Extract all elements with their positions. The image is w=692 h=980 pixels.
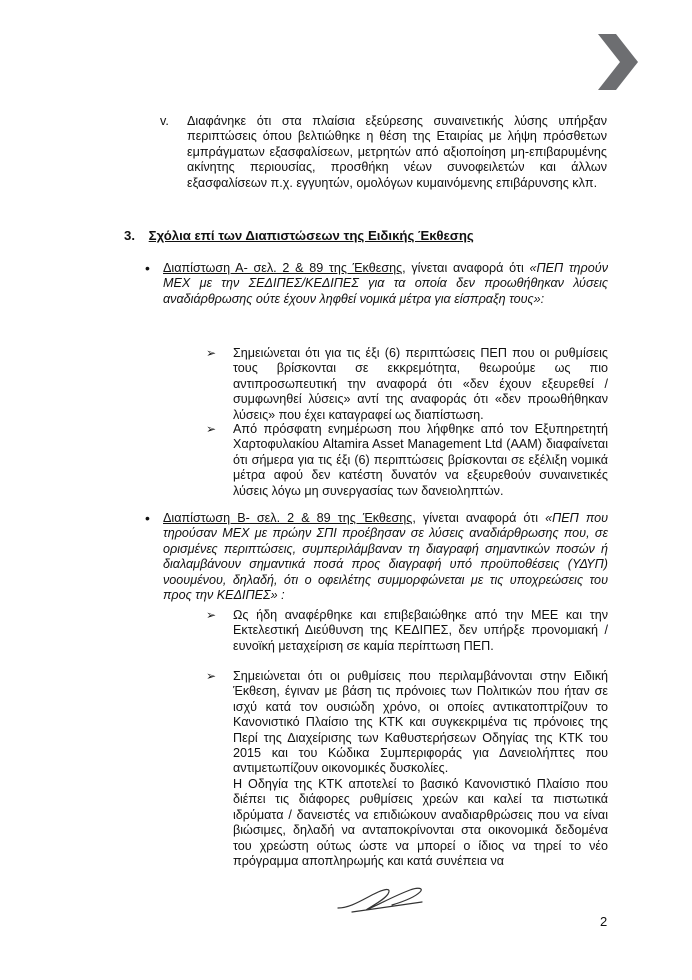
finding-a-lead: , γίνεται αναφορά ότι xyxy=(402,261,530,275)
list-marker-v: v. xyxy=(160,114,169,128)
section-number: 3. xyxy=(124,228,135,243)
section-heading xyxy=(124,228,474,243)
finding-b-intro xyxy=(163,511,608,603)
section-title: Σχόλια επί των Διαπιστώσεων της Ειδικής Έκθεσης xyxy=(148,228,474,243)
finding-a-ref: Διαπίστωση Α- σελ. 2 & 89 της Έκθεσης xyxy=(163,261,403,275)
finding-b-quote: «ΠΕΠ που τηρούσαν ΜΕΧ με πρώην ΣΠΙ προέβησαν σε λύσεις αναδιάρθρωσης που, σε ορισμένες περιπτώσεις, συμπεριλάμβαναν τη διαγραφή σημαντικών ποσών ή διαλαμβάνουν σημαντικά ποσά προς διαγραφή υπό προϋποθέσεις (ΥΔΥΠ) νοουμένου, δηλαδή, ότι ο οφειλέτης συμμορφώνεται με τις υποχρεώσεις του προς την ΚΕΔΙΠΕΣ» : xyxy=(163,511,609,603)
item-v-text: Διαφάνηκε ότι στα πλαίσια εξεύρεσης συναινετικής λύσης υπήρξαν περιπτώσεις όπου βελτιώθηκε η θέση της Εταιρίας με λήψη πρόσθετων εμπράγματων εξασφαλίσεων, μετρητών από αξιοποίηση μη-επιβαρυμένης ακίνητης περιουσίας, προσθήκη νέων συνοφειλετών και άλλων εξασφαλίσεων π.χ. εγγυητών, ομολόγων κυμαινόμενης επιβάρυνσης κλπ. xyxy=(187,114,607,190)
page-number: 2 xyxy=(600,914,608,929)
bullet-icon: • xyxy=(145,510,150,526)
arrow-bullet-icon: ➢ xyxy=(206,669,217,683)
bullet-icon: • xyxy=(145,260,150,276)
finding-a-quote: «ΠΕΠ τηρούν ΜΕΧ με την ΣΕΔΙΠΕΣ/ΚΕΔΙΠΕΣ για τα οποία δεν προωθήθηκαν λύσεις αναδιάρθρωσης ούτε έχουν ληφθεί νομικά μέτρα για είσπραξη τους»: xyxy=(163,261,608,306)
arrow-bullet-icon: ➢ xyxy=(206,608,217,622)
finding-b-continuation: Η Οδηγία της ΚΤΚ αποτελεί το βασικό Κανονιστικό Πλαίσιο που διέπει τις διάφορες ρυθμίσεις χρεών και καλεί τα πιστωτικά ιδρύματα / δανειστές να επιδιώκουν αναδιαρθρώσεις που να είναι βιώσιμες, δηλαδή να ανταποκρίνονται στα οικονομικά δεδομένα του χρεώστη ούτως ώστε να μπορεί ο ίδιος να τηρεί το νέο πρόγραμμα αποπληρωμής και κατά συνέπεια να xyxy=(233,777,608,869)
finding-a-intro xyxy=(163,261,608,307)
finding-a-point-2: Από πρόσφατη ενημέρωση που λήφθηκε από τον Εξυπηρετητή Χαρτοφυλακίου Altamira Asset Management Ltd (AAM) διαφαίνεται ότι σήμερα για τις έξι (6) περιπτώσεις βρίσκονται σε εξέλιξη νομικά μέτρα αφού δεν κατέστη δυνατόν να εξευρεθούν συναινετικές λύσεις λόγω μη συνεργασίας των δανειοληπτών. xyxy=(233,422,608,498)
finding-b-point-1: Ως ήδη αναφέρθηκε και επιβεβαιώθηκε από την ΜΕΕ και την Εκτελεστική Διεύθυνση της ΚΕΔΙΠΕΣ, δεν υπήρξε προνομιακή / ευνοϊκή μεταχείριση σε καμία περίπτωση ΠΕΠ. xyxy=(233,608,608,653)
finding-a-point-1: Σημειώνεται ότι για τις έξι (6) περιπτώσεις ΠΕΠ που οι ρυθμίσεις τους βρίσκονται σε εκκρεμότητα, θεωρούμε ως πιο αντιπροσωπευτική την αναφορά ότι «δεν έχουν εξευρεθεί / συμφωνηθεί λύσεις» αντί της αναφοράς ότι «δεν προωθήθηκαν λύσεις» που έχει καταγραφεί ως διαπίστωση. xyxy=(233,346,608,422)
chevron-arrow-logo-icon xyxy=(598,34,642,90)
finding-b-ref: Διαπίστωση Β- σελ. 2 & 89 της Έκθεσης xyxy=(163,511,413,525)
arrow-bullet-icon: ➢ xyxy=(206,346,217,360)
handwritten-signature-icon xyxy=(332,878,432,918)
finding-b-point-2: Σημειώνεται ότι οι ρυθμίσεις που περιλαμβάνονται στην Ειδική Έκθεση, έγιναν με βάση τις πρόνοιες των Πολιτικών που ήταν σε ισχύ κατά τον ουσιώδη χρόνο, οι οποίες αντικατοπτρίζουν το Κανονιστικό Πλαίσιο της ΚΤΚ και συγκεκριμένα τις πρόνοιες της Περί της Διαχείρισης των Καθυστερήσεων Οδηγίας της ΚΤΚ του 2015 και του Κώδικα Συμπεριφοράς για Δανειολήπτες που αντιμετωπίζουν οικονομικές δυσκολίες. xyxy=(233,669,608,776)
finding-b-lead: , γίνεται αναφορά ότι xyxy=(412,511,546,525)
arrow-bullet-icon: ➢ xyxy=(206,422,217,436)
